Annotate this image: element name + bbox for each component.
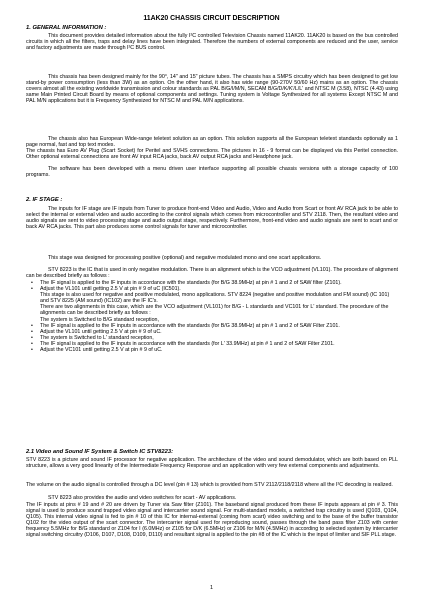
section-2-1-paragraph-3: STV 8223 also provides the audio and video switches for scart - AV applications. [48, 495, 237, 501]
list-item: • The IF signal is applied to the IF inputs in accordance with the standards (for L' 33.9MHz) at pin # 1 and 2 of SAW Filter Z101. [26, 341, 398, 347]
section-2-1-paragraph-1: STV 8223 is a picture and sound IF processor for negative application. The architecture of the video and sound demodulator, which are both based on PLL structure, allows a very good linearity of the Intermediate Frequency Response and an application with very few external components and adjustments. [26, 457, 398, 470]
list-item: There are two alignments in this case, which are the VCO adjustment (VL101) for B/G - L standards and VC101 for L' standard. The procedure of the alignments can be described briefly as follows : [40, 304, 389, 317]
section-1-heading: 1. GENERAL INFORMATION : [26, 25, 107, 31]
list-item: • Adjust the VC101 until getting 2.5 V at pin # 9 of uC. [26, 347, 398, 353]
page-number: 1 [209, 585, 214, 591]
document-title: 11AK20 CHASSIS CIRCUIT DESCRIPTION [143, 15, 280, 22]
section-2-heading: 2. IF STAGE : [26, 197, 63, 203]
section-1-paragraph-4: The chassis has Euro AV Plug (Scart Socket) for Peritel and SVHS connections. The pictures in 16 - 9 format can be displayed via this Peritel connection. Other optional external connections are front AV input RCA jacks, back AV output RCA jacks and Headphone jack. [26, 148, 398, 161]
list-item: • The IF signal is applied to the IF inputs in accordance with the standards (for B/G 38.9MHz) at pin # 1 and 2 of SAW Filter Z101. [26, 323, 398, 329]
alignment-steps-list [26, 280, 398, 353]
section-1-paragraph-2: This chassis has been designed mainly for the 90°, 14" and 15" picture tubes. The chassis has a SMPS circuitry which has been designed to get low stand-by power consumption (less than 3W) as an option. On the other hand, it also has wide range (90-270V 50/60 Hz) mains as an option. The chassis covers almost all the existing worldwide transmission and colour standards as PAL B/G/I/M/N, SECAM B/G/D/K/K'/L/L' and NTSC M (3.58), NTSC (4.43) using same Main Printed Circuit Board by means of optional components and settings. Tuning system is Voltage Synthesized for all systems Except NTSC M and PAL M/N applications but it is Frequency Synthesized for NTSC M and PAL M/N applications. [26, 74, 398, 105]
list-item: The system is Switched to B/G standard reception, [40, 316, 159, 323]
section-2-paragraph-2: This stage was designed for processing positive (optional) and negative modulated mono and one scart applications. [48, 255, 322, 261]
section-1-paragraph-1: This document provides detailed information about the fully I²C controlled Television Chassis named 11AK20. 11AK20 is based on the bus controlled circuits in which all the filters, traps and delay lines have been integrated. Therefore the numbers of external components are reduced and the user, service and factory adjustments are made through I²C BUS control. [26, 33, 398, 52]
list-item: • Adjust the VL101 until getting 2.5 V at pin # 9 of uC. [26, 329, 398, 335]
section-2-1-heading: 2.1 Video and Sound IF System & Switch IC STV8223: [26, 449, 173, 455]
section-2-paragraph-3: STV 8223 is the IC that is used in only negative modulation. There is an alignment which is the VCO adjustment (VL101). The procedure of alignment can be described briefly as follows : [26, 267, 398, 280]
section-2-1-paragraph-4: The IF inputs at pins # 19 and # 20 are driven by Tuner via Saw filter (Z101). The baseband signal produced from these IF inputs appears at pin # 3. This signal is used to produce sound trapped video signal and intercarrier sound signal. For multi-standard models, a switched trap circuitry is used (Q103, Q104, Q105). This internal video signal is fed to pin # 10 of this IC for internal-external (coming from scart) video switching and to the base of the buffer transistor Q102 for the video output of the scart connector. The intercarrier signal used for reproducing sound, passes through the band pass filter Z103 with center frequency 5.5MHz for B/G standard or Z104 for I (6.0MHz) or Z105 for D/K (6.5MHz) or Z106 for M/N (4.5MHz) in according to selected system by intercarrier signal switching circuitry (D106, D107, D108, D109, D110) and resultant signal is applied to the pin #8 of the IC which is the input of limiter and SIF PLL stage. [26, 502, 398, 539]
list-item: • The system is Switched to L' standard reception, [26, 335, 398, 341]
list-item: • The IF signal is applied to the IF inputs in accordance with the standards (for B/G 38.9MHz) at pin # 1 and 2 of SAW filter (Z101). [26, 280, 398, 286]
list-item: This stage is also used for negative and positive modulated, mono applications. STV 8224 (negative and positive modulation and FM sound) (IC 101) and STV 8225 (AM sound) (IC102) are the IF IC's. [40, 292, 390, 305]
section-2-paragraph-1: The inputs for IF stage are IF inputs from Tuner to produce front-end Video and Audio, Video and Audio from Scart or front AV RCA jack to be able to select the internal or external video and audio according to the control signals which comes from microcontroller and STV 2118. Then, the resultant video and audio signals are sent to video processing stage and audio output stage, respectively. Furthermore, front-end video and audio signals are sent to scart and or back AV RCA jacks. This part also produces some control signals for tuner and microcontroller. [26, 206, 398, 231]
list-item: • Adjust the VL101 until getting 2.5 V at pin # 9 of uC (IC501). [26, 286, 398, 292]
section-2-1-paragraph-2: The volume on the audio signal is controlled through a DC level (pin # 13) which is provided from STV 2112/2118/2118 where all the I²C decoding is realized. [26, 482, 393, 488]
section-1-paragraph-3: The chassis also has European Wide-range teletext solution as an option. This solution supports all the European teletext standards optionally as 1 page normal, fast and top text modes. [26, 136, 398, 149]
section-1-paragraph-5: The software has been developed with a menu driven user interface supporting all possible chassis versions with a storage capacity of 100 programs. [26, 166, 398, 179]
